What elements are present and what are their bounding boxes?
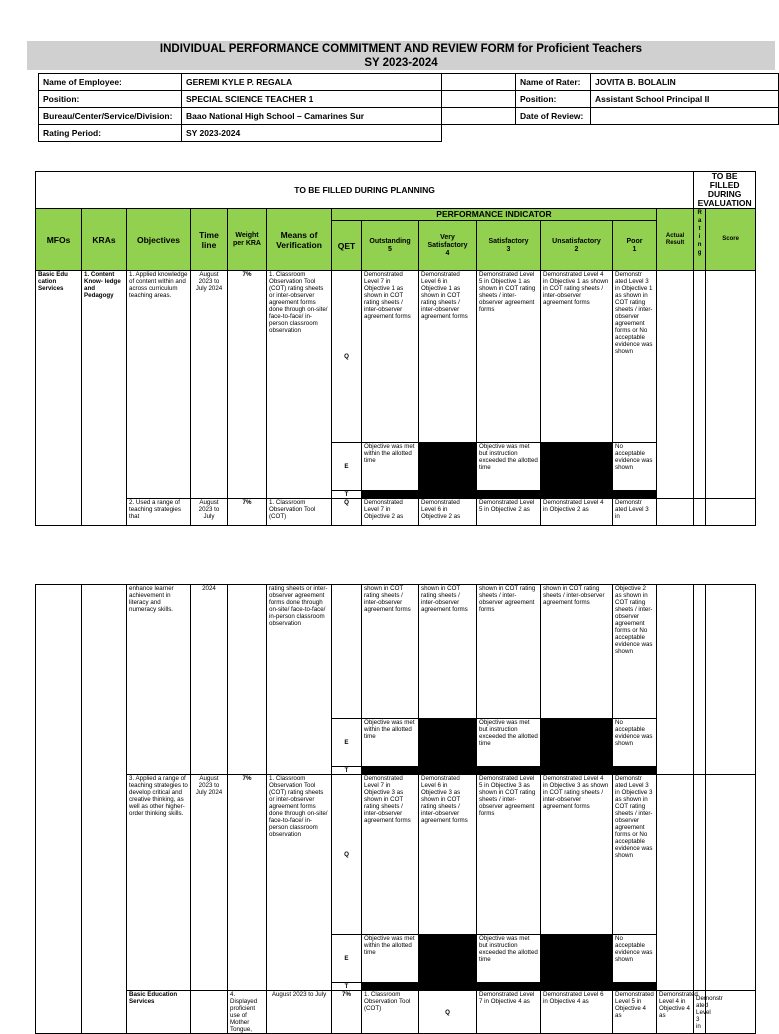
mfo-basic-education-2: Basic Education Services <box>127 991 191 1034</box>
col-outstanding-num: 5 <box>388 245 392 253</box>
employee-value: GEREMI KYLE P. REGALA <box>182 74 442 91</box>
weight-4: 7% <box>332 991 362 1034</box>
obj2-score[interactable] <box>706 499 756 526</box>
objective-2-part2: enhance learner achievement in literacy and numeracy skills. <box>127 585 191 775</box>
kra-continued <box>82 585 127 1034</box>
means-3: 1. Classroom Observation Tool (COT) rating sheets or inter-observer agreement forms done through on-site/ face-to-face/ in-person classroom observation <box>267 775 332 991</box>
col-outstanding-label: Outstanding <box>369 237 411 245</box>
col-means: Means of Verification <box>267 209 332 271</box>
obj1-poor-q: Demonstr ated Level 3 in Objective 1 as shown in COT rating sheets / inter-observer agreement forms or No acceptable evidence was shown <box>613 271 657 443</box>
obj2-poor-e: No acceptable evidence was shown <box>613 719 657 767</box>
means-2-part1: 1. Classroom Observation Tool (COT) <box>267 499 332 526</box>
obj2-very-satisfactory-e-blank <box>419 719 477 767</box>
rater-label: Name of Rater: <box>516 74 591 91</box>
ipcrf-table-page1 <box>35 171 756 526</box>
obj2-unsatisfactory-q-part2: shown in COT rating sheets / inter-observer agreement forms <box>541 585 613 719</box>
col-unsatisfactory-label: Unsatisfactory <box>552 237 601 245</box>
col-timeline: Time line <box>191 209 228 271</box>
col-satisfactory-label: Satisfactory <box>488 237 529 245</box>
info-blank <box>591 125 669 142</box>
objective-3: 3. Applied a range of teaching strategies to develop critical and creative thinking, as well as other higher-order thinking skills. <box>127 775 191 991</box>
obj2-rating[interactable] <box>694 499 706 526</box>
info-blank <box>669 125 779 142</box>
col-kras: KRAs <box>82 209 127 271</box>
obj3-poor-e: No acceptable evidence was shown <box>613 935 657 983</box>
info-empty-cell <box>442 74 516 91</box>
obj2-rating-continued[interactable] <box>694 585 706 775</box>
obj2-unsatisfactory-q-part1: Demonstrated Level 4 in Objective 2 as <box>541 499 613 526</box>
qet-q-3: Q <box>332 775 362 935</box>
obj3-satisfactory-q: Demonstrated Level 5 in Objective 3 as shown in COT rating sheets / inter-observer agreement forms <box>477 775 541 935</box>
weight-3: 7% <box>228 775 267 991</box>
obj1-rating[interactable] <box>694 271 706 499</box>
col-poor <box>613 221 657 271</box>
col-unsatisfactory-num: 2 <box>574 245 579 253</box>
obj4-satisfactory-q: Demonstrated Level 5 in Objective 4 as <box>613 991 657 1034</box>
kra-content-knowledge: 1. Content Know- ledge and Pedagogy <box>82 271 127 526</box>
review-date-label: Date of Review: <box>516 108 591 125</box>
obj1-poor-e: No acceptable evidence was shown <box>613 443 657 491</box>
obj4-unsatisfactory-q: Demonstrated Level 4 in Objective 4 as <box>657 991 694 1034</box>
qet-e-1: E <box>332 443 362 491</box>
col-poor-label: Poor <box>626 237 643 245</box>
obj2-actual-result-continued[interactable] <box>657 585 694 775</box>
obj2-time-blank <box>362 767 657 775</box>
obj1-time-blank <box>362 491 657 499</box>
mfo-continued <box>36 585 82 1034</box>
obj2-poor-q-part1: Demonstr ated Level 3 in <box>613 499 657 526</box>
timeline-2-part1: August 2023 to July <box>191 499 228 526</box>
info-blank <box>516 125 591 142</box>
col-very-satisfactory <box>419 221 477 271</box>
col-satisfactory-num: 3 <box>506 245 511 253</box>
obj1-very-satisfactory-e-blank <box>419 443 477 491</box>
form-title <box>27 41 775 70</box>
position-value: SPECIAL SCIENCE TEACHER 1 <box>182 91 442 108</box>
qet-t-3: T <box>332 983 362 991</box>
kra-empty <box>191 991 228 1034</box>
obj1-actual-result[interactable] <box>657 271 694 499</box>
info-empty-cell <box>442 91 516 108</box>
obj2-poor-q-part2: Objective 2 as shown in COT rating sheets / inter-observer agreement forms or No acceptable evidence was shown <box>613 585 657 719</box>
planning-header: TO BE FILLED DURING PLANNING <box>36 172 694 209</box>
weight-2: 7% <box>228 499 267 526</box>
qet-t-1: T <box>332 491 362 499</box>
obj3-outstanding-q: Demonstrated Level 7 in Objective 3 as shown in COT rating sheets / inter-observer agreement forms <box>362 775 419 935</box>
obj3-very-satisfactory-e-blank <box>419 935 477 983</box>
rater-value: JOVITA B. BOLALIN <box>591 74 779 91</box>
timeline-4: August 2023 to July <box>267 991 332 1034</box>
obj4-very-satisfactory-q: Demonstrated Level 6 in Objective 4 as <box>541 991 613 1034</box>
col-outstanding <box>362 221 419 271</box>
timeline-2-part2: 2024 <box>191 585 228 775</box>
obj3-poor-q: Demonstr ated Level 3 in Objective 3 as shown in COT rating sheets / inter-observer agreement forms or No acceptable evidence was shown <box>613 775 657 935</box>
obj1-satisfactory-e: Objective was met but instruction exceeded the allotted time <box>477 443 541 491</box>
obj2-actual-result[interactable] <box>657 499 694 526</box>
obj2-satisfactory-q-part2: shown in COT rating sheets / inter-observer agreement forms <box>477 585 541 719</box>
obj4-outstanding-q: Demonstrated Level 7 in Objective 4 as <box>477 991 541 1034</box>
timeline-3: August 2023 to July 2024 <box>191 775 228 991</box>
obj2-score-continued[interactable] <box>706 585 756 775</box>
obj3-time-blank <box>362 983 657 991</box>
obj4-poor-q: Demonstr ated Level 3 in <box>694 991 706 1034</box>
obj1-outstanding-q: Demonstrated Level 7 in Objective 1 as shown in COT rating sheets / inter-observer agreement forms <box>362 271 419 443</box>
obj1-outstanding-e: Objective was met within the allotted time <box>362 443 419 491</box>
evaluation-header: TO BE FILLED DURING EVALUATION <box>694 172 756 209</box>
form-title-line1: INDIVIDUAL PERFORMANCE COMMITMENT AND REVIEW FORM for Proficient Teachers <box>159 43 643 55</box>
col-actual-result: Actual Result <box>657 209 694 271</box>
means-1: 1. Classroom Observation Tool (COT) rating sheets or inter-observer agreement forms done through on-site/ face-to-face/ in-person classroom observation <box>267 271 332 499</box>
obj3-score[interactable] <box>706 775 756 991</box>
qet-e-2: E <box>332 719 362 767</box>
weight-1: 7% <box>228 271 267 499</box>
col-very-satisfactory-num: 4 <box>445 249 450 257</box>
rater-position-value: Assistant School Principal II <box>591 91 779 108</box>
obj1-score[interactable] <box>706 271 756 499</box>
obj1-satisfactory-q: Demonstrated Level 5 in Objective 1 as shown in COT rating sheets / inter-observer agreement forms <box>477 271 541 443</box>
obj2-unsatisfactory-e-blank <box>541 719 613 767</box>
col-satisfactory <box>477 221 541 271</box>
qet-q-4: Q <box>419 991 477 1034</box>
performance-indicator-header: PERFORMANCE INDICATOR <box>332 209 657 221</box>
qet-q-2-continued <box>332 585 362 719</box>
employee-info-table <box>38 73 779 142</box>
obj2-satisfactory-e: Objective was met but instruction exceeded the allotted time <box>477 719 541 767</box>
bureau-value: Baao National High School – Camarines Sur <box>182 108 442 125</box>
col-unsatisfactory <box>541 221 613 271</box>
obj2-satisfactory-q-part1: Demonstrated Level 5 in Objective 2 as <box>477 499 541 526</box>
obj1-unsatisfactory-q: Demonstrated Level 4 in Objective 1 as shown in COT rating sheets / inter-observer agreement forms <box>541 271 613 443</box>
col-weight: Weight per KRA <box>228 209 267 271</box>
col-poor-num: 1 <box>632 245 637 253</box>
obj3-outstanding-e: Objective was met within the allotted time <box>362 935 419 983</box>
review-date-value[interactable] <box>591 108 779 125</box>
rating-period-label: Rating Period: <box>39 125 182 142</box>
mfo-basic-education: Basic Edu cation Services <box>36 271 82 526</box>
col-objectives: Objectives <box>127 209 191 271</box>
info-blank <box>442 125 516 142</box>
qet-t-2: T <box>332 767 362 775</box>
qet-q-1: Q <box>332 271 362 443</box>
position-label: Position: <box>39 91 182 108</box>
means-4: 1. Classroom Observation Tool (COT) <box>362 991 419 1034</box>
col-very-satisfactory-label: Very Satisfactory <box>427 233 468 249</box>
col-score: Score <box>706 209 756 271</box>
qet-e-3: E <box>332 935 362 983</box>
obj3-unsatisfactory-e-blank <box>541 935 613 983</box>
col-qet: QET <box>332 221 362 271</box>
obj2-very-satisfactory-q-part1: Demonstrated Level 6 in Objective 2 as <box>419 499 477 526</box>
form-title-line2: SY 2023-2024 <box>364 57 438 69</box>
bureau-label: Bureau/Center/Service/Division: <box>39 108 182 125</box>
obj3-actual-result[interactable] <box>657 775 694 991</box>
rater-position-label: Position: <box>516 91 591 108</box>
obj3-unsatisfactory-q: Demonstrated Level 4 in Objective 3 as shown in COT rating sheets / inter-observer agreement forms <box>541 775 613 935</box>
col-rating-label: R a t i n g <box>697 210 702 256</box>
obj1-very-satisfactory-q: Demonstrated Level 6 in Objective 1 as shown in COT rating sheets / inter-observer agreement forms <box>419 271 477 443</box>
col-rating <box>694 209 706 271</box>
obj1-unsatisfactory-e-blank <box>541 443 613 491</box>
employee-label: Name of Employee: <box>39 74 182 91</box>
info-empty-cell <box>442 108 516 125</box>
obj3-satisfactory-e: Objective was met but instruction exceeded the allotted time <box>477 935 541 983</box>
ipcrf-table-page2 <box>35 584 756 1034</box>
obj2-outstanding-q-part1: Demonstrated Level 7 in Objective 2 as <box>362 499 419 526</box>
obj3-very-satisfactory-q: Demonstrated Level 6 in Objective 3 as shown in COT rating sheets / inter-observer agreement forms <box>419 775 477 935</box>
objective-1: 1. Applied knowledge of content within and across curriculum teaching areas. <box>127 271 191 499</box>
obj3-rating[interactable] <box>694 775 706 991</box>
col-mfos: MFOs <box>36 209 82 271</box>
qet-q-2: Q <box>332 499 362 526</box>
weight-2-continued <box>228 585 267 775</box>
timeline-1: August 2023 to July 2024 <box>191 271 228 499</box>
obj2-outstanding-e: Objective was met within the allotted time <box>362 719 419 767</box>
means-2-part2: rating sheets or inter-observer agreement forms done through on-site/ face-to-face/ in-person classroom observation <box>267 585 332 775</box>
obj2-outstanding-q-part2: shown in COT rating sheets / inter-observer agreement forms <box>362 585 419 719</box>
objective-2-part1: 2. Used a range of teaching strategies that <box>127 499 191 526</box>
objective-4: 4. Displayed proficient use of Mother Tongue, <box>228 991 267 1034</box>
obj2-very-satisfactory-q-part2: shown in COT rating sheets / inter-observer agreement forms <box>419 585 477 719</box>
rating-period-value: SY 2023-2024 <box>182 125 442 142</box>
